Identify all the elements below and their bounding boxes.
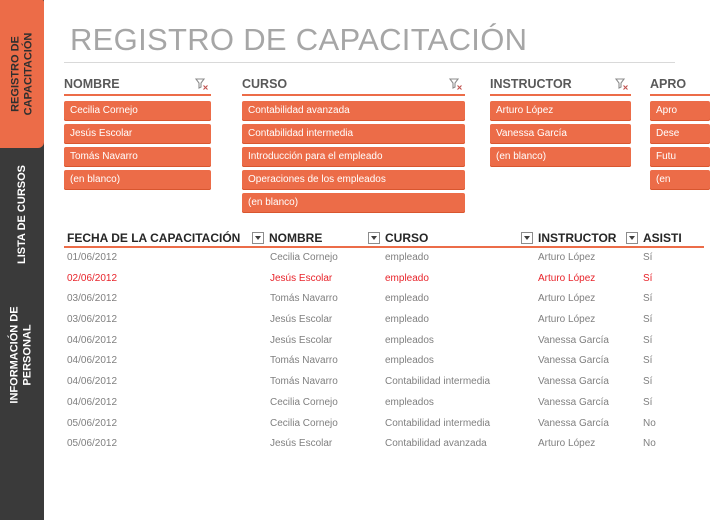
table-cell[interactable]: 04/06/2012 [67, 334, 118, 346]
table-cell[interactable]: Vanessa García [538, 376, 609, 388]
slicer-header [650, 74, 710, 96]
table-cell[interactable]: 03/06/2012 [67, 293, 118, 305]
slicer-item[interactable]: Apro [650, 101, 710, 121]
table-cell[interactable]: empleado [385, 272, 429, 284]
slicer-item[interactable]: Tomás Navarro [64, 147, 211, 167]
column-header-nombre [266, 228, 382, 246]
tab-label [9, 306, 35, 403]
tab-label-line: REGISTRO DE [9, 36, 22, 112]
table-cell[interactable]: Arturo López [538, 438, 596, 450]
table-cell[interactable]: Contabilidad intermedia [385, 376, 491, 388]
table-cell[interactable]: Arturo López [538, 272, 596, 284]
table-row[interactable] [64, 310, 704, 331]
slicer-item[interactable]: Arturo López [490, 101, 631, 121]
filter-dropdown-icon[interactable] [626, 232, 638, 244]
column-header-fecha [64, 228, 266, 246]
table-body [64, 248, 704, 455]
table-cell[interactable]: No [643, 417, 656, 429]
table-cell[interactable]: Jesús Escolar [270, 334, 333, 346]
table-row[interactable] [64, 393, 704, 414]
table-cell[interactable]: 04/06/2012 [67, 396, 118, 408]
tab-lista-de-cursos[interactable] [0, 148, 44, 280]
column-header-label: FECHA DE LA CAPACITACIÓN [67, 231, 241, 245]
sidebar [0, 0, 44, 520]
slicer-item[interactable]: (en blanco) [64, 170, 211, 190]
page-title: REGISTRO DE CAPACITACIÓN [70, 22, 528, 57]
table-cell[interactable]: 04/06/2012 [67, 376, 118, 388]
tab-label-line: INFORMACIÓN DE [9, 306, 22, 404]
table-cell[interactable]: Vanessa García [538, 396, 609, 408]
table-cell[interactable]: Sí [643, 272, 653, 284]
table-cell[interactable]: Vanessa García [538, 355, 609, 367]
table-cell[interactable]: Tomás Navarro [270, 376, 338, 388]
table-row[interactable] [64, 248, 704, 269]
table-cell[interactable]: Sí [643, 334, 653, 346]
slicer-item[interactable]: Cecilia Cornejo [64, 101, 211, 121]
table-cell[interactable]: empleados [385, 355, 434, 367]
table-cell[interactable]: Cecilia Cornejo [270, 252, 338, 263]
table-cell[interactable]: Sí [643, 396, 653, 408]
slicer-item[interactable]: (en [650, 170, 710, 190]
table-cell[interactable]: Tomás Navarro [270, 355, 338, 367]
slicer-title: NOMBRE [64, 77, 120, 91]
slicer-instructor [490, 74, 631, 170]
training-table [64, 228, 704, 455]
tab-label [9, 33, 35, 116]
column-header-instructor [535, 228, 640, 246]
table-cell[interactable]: Sí [643, 314, 653, 326]
column-header-label: NOMBRE [269, 231, 323, 245]
clear-filter-icon[interactable] [615, 77, 629, 91]
slicer-item[interactable]: (en blanco) [490, 147, 631, 167]
slicer-header [242, 74, 465, 96]
table-row[interactable] [64, 331, 704, 352]
slicer-title: CURSO [242, 77, 288, 91]
table-cell[interactable]: 04/06/2012 [67, 355, 118, 367]
column-header-label: ASISTI [643, 231, 682, 245]
slicer-header [64, 74, 211, 96]
table-cell[interactable]: Vanessa García [538, 334, 609, 346]
table-cell[interactable]: Cecilia Cornejo [270, 417, 338, 429]
tab-label [16, 164, 29, 263]
table-cell[interactable]: Cecilia Cornejo [270, 396, 338, 408]
title-divider [64, 62, 675, 63]
tab-informacion-de-personal[interactable] [0, 280, 44, 430]
table-cell[interactable]: empleado [385, 293, 429, 305]
table-cell[interactable]: empleado [385, 314, 429, 326]
table-header [64, 228, 704, 248]
table-cell[interactable]: Arturo López [538, 314, 596, 326]
table-cell[interactable]: 01/06/2012 [67, 252, 118, 263]
table-cell[interactable]: empleados [385, 334, 434, 346]
tab-label-line: LISTA DE CURSOS [15, 164, 28, 264]
filter-dropdown-icon[interactable] [252, 232, 264, 244]
table-cell[interactable]: empleado [385, 252, 429, 263]
table-cell[interactable]: 03/06/2012 [67, 314, 118, 326]
column-header-label: INSTRUCTOR [538, 231, 617, 245]
slicer-curso [242, 74, 465, 216]
slicer-item[interactable]: (en blanco) [242, 193, 465, 213]
tab-label-line: CAPACITACIÓN [22, 32, 35, 116]
table-cell[interactable]: Jesús Escolar [270, 314, 333, 326]
slicer-title: APRO [650, 77, 687, 91]
tab-label-line: PERSONAL [22, 324, 35, 386]
table-cell[interactable]: Sí [643, 355, 653, 367]
slicer-item[interactable]: Contabilidad intermedia [242, 124, 465, 144]
column-header-label: CURSO [385, 231, 429, 245]
table-cell[interactable]: 05/06/2012 [67, 438, 118, 450]
table-cell[interactable]: Contabilidad intermedia [385, 417, 491, 429]
slicer-title: INSTRUCTOR [490, 77, 572, 91]
table-cell[interactable]: Arturo López [538, 293, 596, 305]
table-cell[interactable]: No [643, 438, 656, 450]
clear-filter-icon[interactable] [195, 77, 209, 91]
column-header-asistio [640, 228, 704, 246]
slicer-item[interactable]: Operaciones de los empleados [242, 170, 465, 190]
table-row[interactable] [64, 434, 704, 455]
tab-registro-capacitacion[interactable] [0, 0, 44, 148]
slicer-item[interactable]: Jesús Escolar [64, 124, 211, 144]
slicer-nombre [64, 74, 211, 193]
slicer-item[interactable]: Introducción para el empleado [242, 147, 465, 167]
column-header-curso [382, 228, 535, 246]
table-cell[interactable]: Vanessa García [538, 417, 609, 429]
table-cell[interactable]: 02/06/2012 [67, 272, 118, 284]
table-row[interactable] [64, 414, 704, 435]
filter-dropdown-icon[interactable] [368, 232, 380, 244]
filter-dropdown-icon[interactable] [521, 232, 533, 244]
table-row[interactable] [64, 269, 704, 290]
table-row[interactable] [64, 351, 704, 372]
slicer-header [490, 74, 631, 96]
slicer-item[interactable]: Vanessa García [490, 124, 631, 144]
table-cell[interactable]: Jesús Escolar [270, 272, 333, 284]
slicer-item[interactable]: Contabilidad avanzada [242, 101, 465, 121]
table-cell[interactable]: Tomás Navarro [270, 293, 338, 305]
table-cell[interactable]: Jesús Escolar [270, 438, 333, 450]
table-cell[interactable]: Sí [643, 293, 653, 305]
table-cell[interactable]: empleados [385, 396, 434, 408]
table-row[interactable] [64, 372, 704, 393]
table-cell[interactable]: Contabilidad avanzada [385, 438, 487, 450]
table-cell[interactable]: 05/06/2012 [67, 417, 118, 429]
table-cell[interactable]: Arturo López [538, 252, 596, 263]
slicer-aprobado [650, 74, 710, 193]
slicer-item[interactable]: Futu [650, 147, 710, 167]
slicer-item[interactable]: Dese [650, 124, 710, 144]
clear-filter-icon[interactable] [449, 77, 463, 91]
table-cell[interactable]: Sí [643, 376, 653, 388]
table-cell[interactable]: Sí [643, 252, 653, 263]
table-row[interactable] [64, 289, 704, 310]
